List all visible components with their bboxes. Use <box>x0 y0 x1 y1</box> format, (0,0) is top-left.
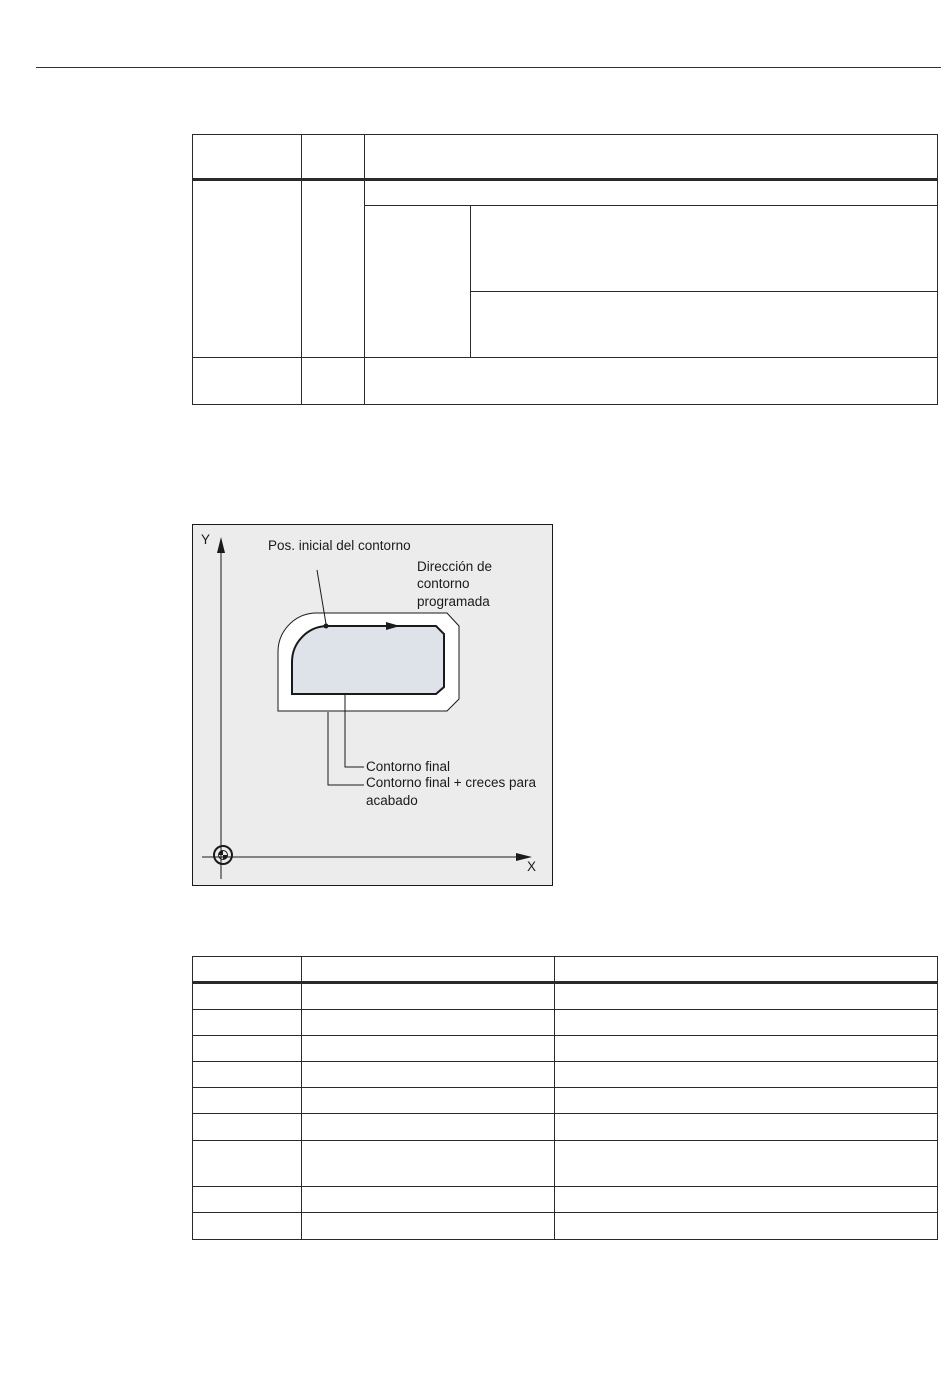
table-border-right <box>937 956 938 1240</box>
table-row-divider <box>192 1009 938 1010</box>
table-border-bottom <box>192 1239 938 1240</box>
table-border-top <box>192 956 938 957</box>
y-axis-label: Y <box>201 532 211 547</box>
header-rule <box>36 67 941 68</box>
table-col-divider <box>301 134 302 405</box>
direction-label-line-1: Dirección de <box>417 559 493 574</box>
table-col-divider <box>554 956 555 1240</box>
contour-figure <box>192 524 553 886</box>
table-border-right <box>937 134 938 405</box>
table-border-left <box>192 956 193 1240</box>
table-col-divider <box>364 134 365 405</box>
table-border-bottom <box>192 404 938 405</box>
table-row-divider <box>364 205 938 206</box>
finish-allowance-label-line-1: Contorno final + creces para <box>366 775 536 790</box>
table-row-divider <box>192 1186 938 1187</box>
final-contour-label: Contorno final <box>366 759 451 774</box>
finish-allowance-label-line-2: acabado <box>366 793 418 808</box>
table-row-divider <box>192 1087 938 1088</box>
final-contour <box>292 626 444 694</box>
direction-label-line-3: programada <box>417 594 490 609</box>
x-axis-label: X <box>527 859 537 874</box>
table-row-divider <box>192 357 938 358</box>
table-row-divider <box>192 1061 938 1062</box>
parameter-table-1 <box>192 134 938 405</box>
table-row-divider <box>192 1113 938 1114</box>
table-header-separator <box>192 178 938 181</box>
contour-diagram <box>192 524 553 886</box>
direction-label-line-2: contorno <box>417 576 470 591</box>
table-col-divider <box>470 205 471 358</box>
table-row-divider <box>192 1035 938 1036</box>
table-border-top <box>192 134 938 135</box>
start-position-label: Pos. inicial del contorno <box>268 538 411 553</box>
table-row-divider <box>192 1212 938 1213</box>
table-border-left <box>192 134 193 405</box>
table-header-separator <box>192 981 938 984</box>
start-point-marker <box>324 624 329 629</box>
table-col-divider <box>301 956 302 1240</box>
table-row-divider <box>192 1140 938 1141</box>
parameter-table-2 <box>192 956 938 1240</box>
table-row-divider <box>470 291 938 292</box>
